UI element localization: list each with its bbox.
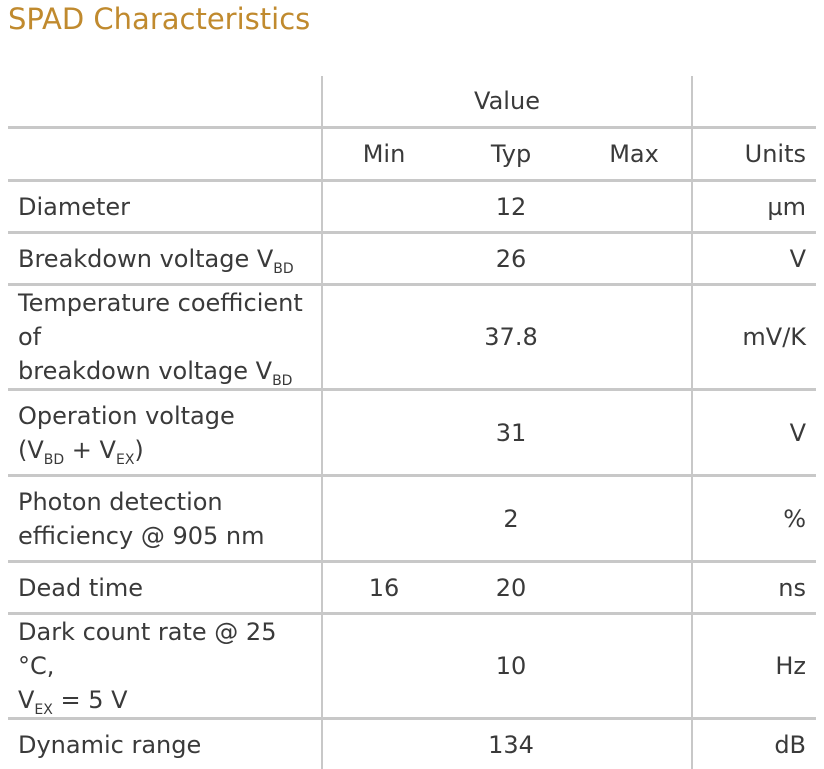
subscript: EX [116,452,134,468]
table-row [8,719,816,769]
max-cell [577,719,692,769]
header-parameter [8,128,322,181]
subscript: BD [273,261,293,277]
parameter-line: $(V_{BD} + V_{EX})$ [18,433,311,467]
unit-cell: ns [692,562,816,614]
typ-cell: 20 [445,562,577,614]
table-row [8,233,816,285]
parameter-line: Operation voltage [18,399,311,433]
parameter-cell [8,390,322,476]
parameter-line: Breakdown voltage $V_{BD}$ [18,242,311,276]
min-cell [322,233,445,285]
parameter-line: Photon detection [18,485,311,519]
typ-cell: 26 [445,233,577,285]
min-cell [322,719,445,769]
min-cell [322,285,445,390]
header-min: Min [322,128,445,181]
header-blank-units [692,76,816,128]
header-max: Max [577,128,692,181]
header-row-group [8,76,816,128]
max-cell [577,233,692,285]
table-row [8,285,816,390]
parameter-cell [8,285,322,390]
parameter-line: $V_{EX} = 5$ V [18,683,311,717]
min-cell: 16 [322,562,445,614]
typ-cell: 2 [445,476,577,562]
subscript: BD [44,452,64,468]
header-units: Units [692,128,816,181]
unit-cell: Hz [692,614,816,719]
unit-cell: % [692,476,816,562]
unit-cell: V [692,233,816,285]
header-typ: Typ [445,128,577,181]
unit-cell: mV/K [692,285,816,390]
parameter-line: breakdown voltage $V_{BD}$ [18,354,311,388]
unit-cell: dB [692,719,816,769]
min-cell [322,476,445,562]
max-cell [577,390,692,476]
parameter-line: Dynamic range [18,728,311,762]
parameter-line: Dark count rate @ 25 °C, [18,615,311,683]
typ-cell: 10 [445,614,577,719]
header-value-group: Value [322,76,692,128]
max-cell [577,476,692,562]
parameter-cell [8,719,322,769]
spad-characteristics-table [8,76,816,769]
typ-cell: 134 [445,719,577,769]
table-row [8,181,816,233]
unit-cell: µm [692,181,816,233]
subscript: EX [34,702,52,718]
page-title: SPAD Characteristics [8,2,310,36]
max-cell [577,285,692,390]
parameter-line: Diameter [18,190,311,224]
parameter-cell [8,614,322,719]
header-blank [8,76,322,128]
unit-cell: V [692,390,816,476]
typ-cell: 12 [445,181,577,233]
parameter-line: Dead time [18,571,311,605]
typ-cell: 37.8 [445,285,577,390]
parameter-cell [8,476,322,562]
min-cell [322,390,445,476]
table-row [8,390,816,476]
table-row [8,476,816,562]
parameter-cell [8,562,322,614]
table-row [8,614,816,719]
parameter-line: Temperature coefficient of [18,286,311,354]
min-cell [322,614,445,719]
min-cell [322,181,445,233]
typ-cell: 31 [445,390,577,476]
max-cell [577,614,692,719]
parameter-line: efficiency @ 905 nm [18,519,311,553]
header-row-columns [8,128,816,181]
max-cell [577,562,692,614]
subscript: BD [272,373,292,389]
table-row [8,562,816,614]
parameter-cell [8,181,322,233]
max-cell [577,181,692,233]
parameter-cell [8,233,322,285]
